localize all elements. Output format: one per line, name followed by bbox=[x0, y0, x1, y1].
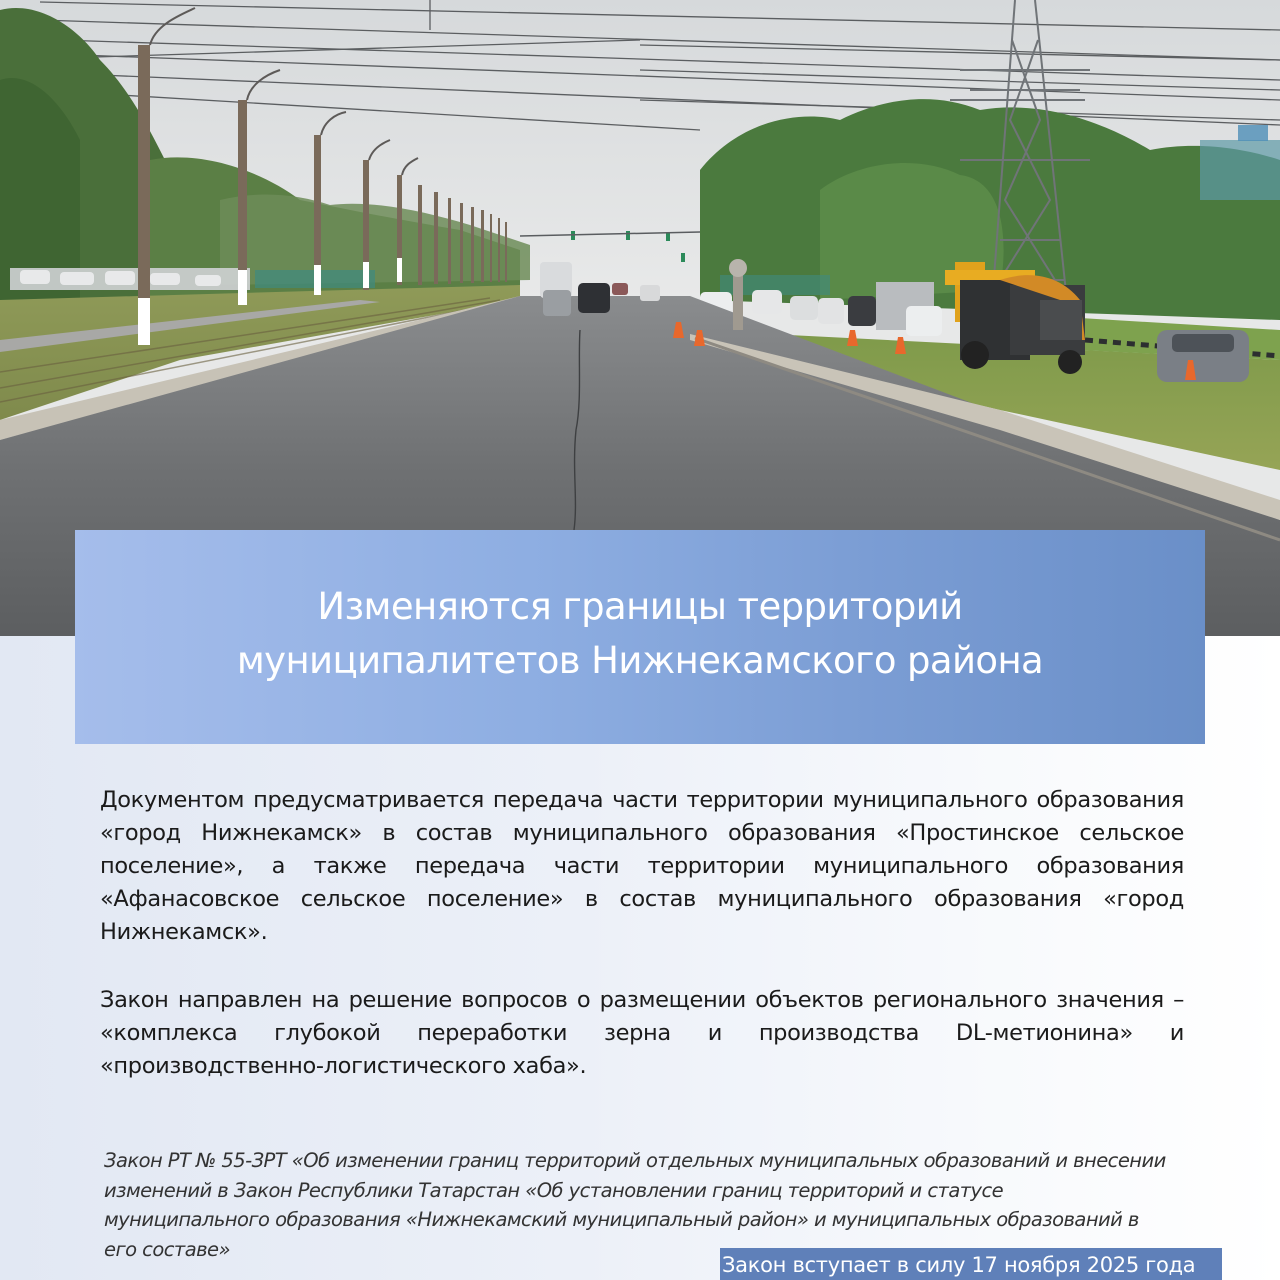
page-title-line-1: Изменяются границы территорий bbox=[317, 585, 963, 628]
title-banner bbox=[75, 530, 1205, 744]
body-paragraph-law-purpose: Закон направлен на решение вопросов о размещении объектов регионального значения – «комплекса глубокой переработки зерна и производства DL-метионина» и «производственно-логистического хаба». bbox=[100, 987, 1184, 1079]
effective-date-badge: Закон вступает в силу 17 ноября 2025 года bbox=[720, 1248, 1222, 1280]
law-reference-note: Закон РТ № 55-ЗРТ «Об изменении границ территорий отдельных муниципальных образований и внесении изменений в Закон Республики Татарстан «Об установлении границ территорий и статусе муниципального образования «Нижнекамский муниципальный район» и муниципальных образований в его составе» bbox=[104, 1149, 1166, 1261]
body-paragraph-territory-transfer: Документом предусматривается передача части территории муниципального образования «город Нижнекамск» в состав муниципального образования «Простинское сельское поселение», а также передача части территории муниципального образования «Афанасовское сельское поселение» в состав муниципального образования «город Нижнекамск». bbox=[100, 787, 1184, 945]
page-title-line-2: муниципалитетов Нижнекамского района bbox=[236, 639, 1044, 682]
